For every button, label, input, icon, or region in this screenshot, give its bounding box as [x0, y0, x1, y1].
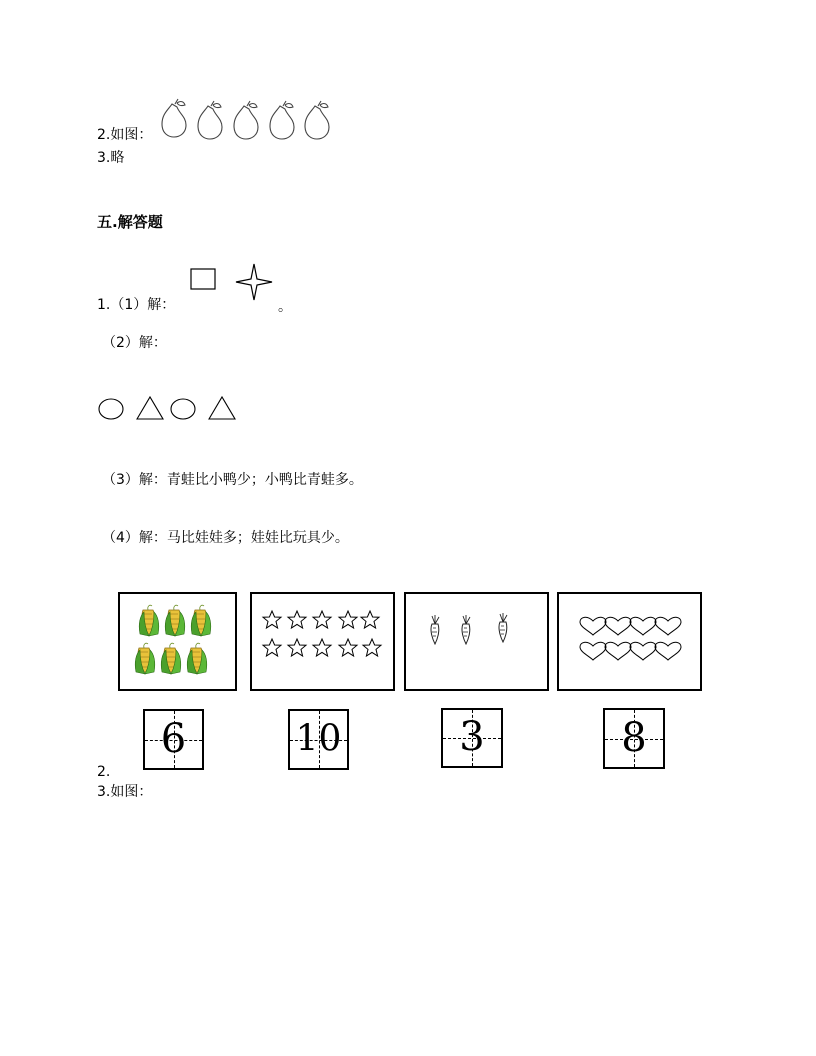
stars-picture-box: [250, 592, 395, 691]
triangle-shape-icon: [137, 397, 163, 419]
pear-icon: [270, 101, 294, 139]
q1-part3-text: （3）解：青蛙比小鸭少；小鸭比青蛙多。: [102, 472, 363, 488]
q2-label: 2.: [97, 764, 111, 780]
shapes-sequence: [97, 394, 242, 422]
pear-icon: [234, 101, 258, 139]
corn-picture-box: [118, 592, 237, 691]
digit-answer: 6: [160, 715, 187, 762]
four-point-star-icon: [234, 262, 274, 302]
q1-part4-text: （4）解：马比娃娃多；娃娃比玩具少。: [102, 530, 349, 546]
digit-grid-box: [603, 708, 665, 769]
circle-shape-icon: [171, 399, 195, 419]
pear-icon: [305, 101, 329, 139]
q1-part2-label: （2）解：: [102, 335, 167, 351]
carrots-picture-box: [404, 592, 549, 691]
answer-2-label: 2.如图：: [97, 127, 153, 143]
digit-grid-box: [441, 708, 503, 768]
carrot-icons: [406, 594, 547, 689]
circle-shape-icon: [99, 399, 123, 419]
digit-grid-box: [288, 709, 349, 770]
section-heading: 五.解答题: [97, 213, 163, 231]
q1-part1-label: 1.（1）解：: [97, 297, 176, 313]
pear-icon: [162, 99, 186, 137]
digit-answer: 3: [459, 714, 485, 761]
pears-illustration: [158, 98, 336, 140]
digit-grid-box: [143, 709, 204, 770]
square-shape-icon: [189, 267, 217, 291]
q3-label: 3.如图：: [97, 784, 153, 800]
digit-answer: 8: [621, 714, 647, 761]
pear-icon: [198, 101, 222, 139]
answer-3-label: 3.略: [97, 150, 125, 166]
digit-answer: 10: [295, 718, 342, 760]
corn-icons: [120, 594, 235, 689]
hearts-picture-box: [557, 592, 702, 691]
heart-icons: [559, 594, 700, 689]
star-icons: [252, 594, 393, 689]
q1-part1-period: 。: [278, 299, 292, 315]
triangle-shape-icon: [209, 397, 235, 419]
